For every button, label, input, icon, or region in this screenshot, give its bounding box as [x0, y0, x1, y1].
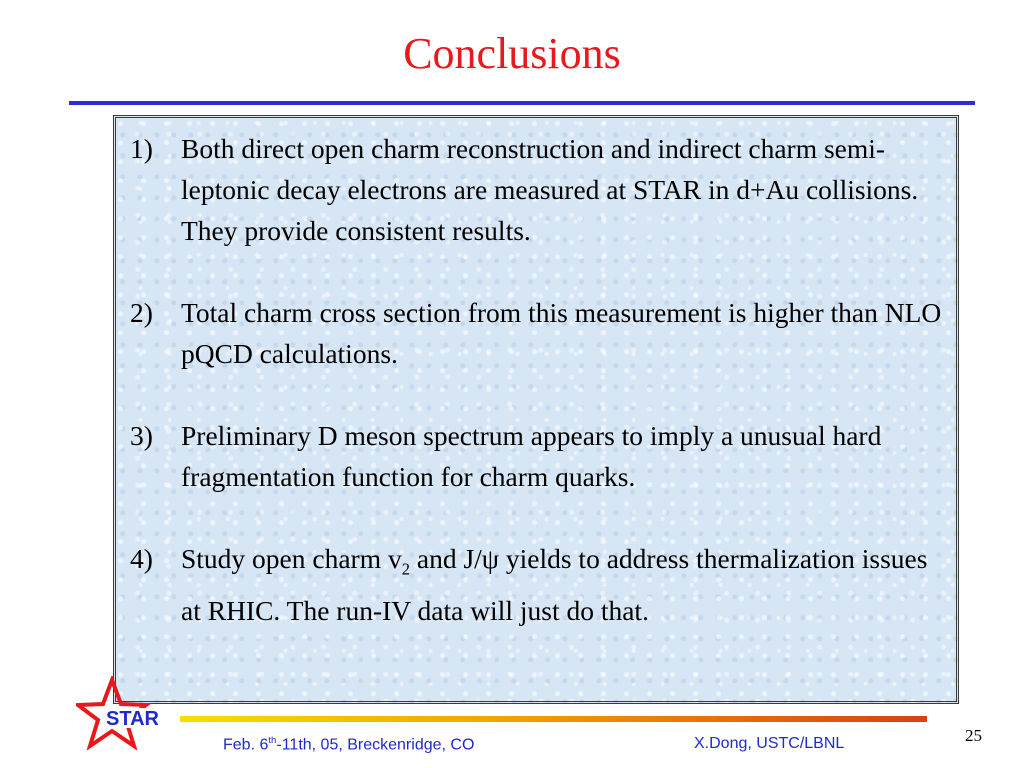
footer-date-b: -11th, 05, Breckenridge, CO	[276, 736, 475, 754]
item-number: 1)	[130, 133, 153, 164]
star-logo-text: STAR	[106, 708, 159, 730]
conclusion-item-2	[130, 292, 950, 374]
conclusion-item-1	[130, 128, 950, 251]
footer-date-a: Feb. 6	[223, 736, 269, 754]
item-text-part-b: and J/ψ yields to address thermalization issues at RHIC. The run-IV data will just do that.	[181, 543, 928, 626]
item-number: 3)	[130, 420, 153, 451]
conclusions-list	[130, 128, 950, 672]
conclusions-box	[113, 115, 959, 704]
item-number: 4)	[130, 543, 153, 574]
conclusion-item-3	[130, 415, 950, 497]
item-text-part-a: Study open charm v	[181, 543, 402, 574]
page-number: 25	[965, 726, 982, 745]
star-logo	[76, 676, 186, 750]
title-divider	[69, 101, 975, 105]
footer-date-sup: th	[268, 735, 277, 746]
footer-divider	[180, 716, 927, 722]
footer-date-location	[223, 735, 474, 754]
item-text: Preliminary D meson spectrum appears to imply a unusual hard fragmentation function for charm quarks.	[181, 420, 882, 492]
conclusion-item-4	[130, 538, 950, 631]
slide-title: Conclusions	[403, 29, 621, 78]
item-text	[181, 538, 950, 631]
item-text: Total charm cross section from this measurement is higher than NLO pQCD calculations.	[181, 297, 942, 369]
item-text: Both direct open charm reconstruction and indirect charm semi-leptonic decay electrons are measured at STAR in d+Au collisions. They provide consistent results.	[181, 133, 919, 246]
item-number: 2)	[130, 297, 153, 328]
footer-author: X.Dong, USTC/LBNL	[694, 735, 845, 752]
subscript-2: 2	[401, 559, 410, 579]
